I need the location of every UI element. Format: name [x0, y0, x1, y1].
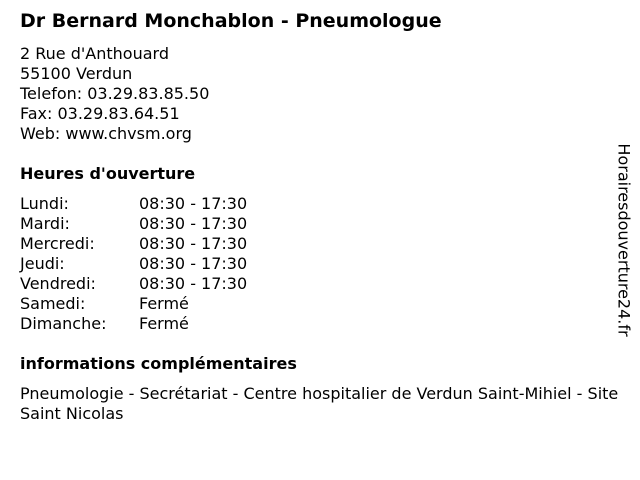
hours-time: 08:30 - 17:30 [139, 254, 248, 273]
hours-day: Vendredi: [20, 274, 96, 293]
fax-number: Fax: 03.29.83.64.51 [20, 104, 180, 123]
hours-row-wednesday [20, 234, 247, 254]
hours-row-sunday [20, 314, 247, 334]
address-city: 55100 Verdun [20, 64, 133, 83]
hours-row-tuesday [20, 214, 247, 234]
hours-time: Fermé [139, 314, 189, 333]
hours-time: 08:30 - 17:30 [139, 274, 248, 293]
phone-number: Telefon: 03.29.83.85.50 [20, 84, 210, 103]
hours-row-saturday [20, 294, 247, 314]
hours-day: Dimanche: [20, 314, 107, 333]
side-brand-text: Horairesdouverture24.fr [614, 143, 634, 337]
hours-time: 08:30 - 17:30 [139, 194, 248, 213]
hours-row-friday [20, 274, 247, 294]
hours-day: Samedi: [20, 294, 86, 313]
hours-day: Mercredi: [20, 234, 95, 253]
opening-hours-heading: Heures d'ouverture [20, 164, 196, 183]
opening-hours-table [20, 194, 247, 334]
hours-time: 08:30 - 17:30 [139, 214, 248, 233]
additional-info-heading: informations complémentaires [20, 354, 297, 373]
hours-row-thursday [20, 254, 247, 274]
website: Web: www.chvsm.org [20, 124, 192, 143]
hours-time: Fermé [139, 294, 189, 313]
hours-row-monday [20, 194, 247, 214]
page-title: Dr Bernard Monchablon - Pneumologue [20, 10, 442, 32]
address-street: 2 Rue d'Anthouard [20, 44, 169, 63]
hours-day: Lundi: [20, 194, 69, 213]
hours-day: Mardi: [20, 214, 70, 233]
additional-info-text: Pneumologie - Secrétariat - Centre hospitalier de Verdun Saint-Mihiel - Site Saint Nicolas [20, 384, 619, 423]
hours-day: Jeudi: [20, 254, 65, 273]
address-block [20, 44, 209, 144]
hours-time: 08:30 - 17:30 [139, 234, 248, 253]
